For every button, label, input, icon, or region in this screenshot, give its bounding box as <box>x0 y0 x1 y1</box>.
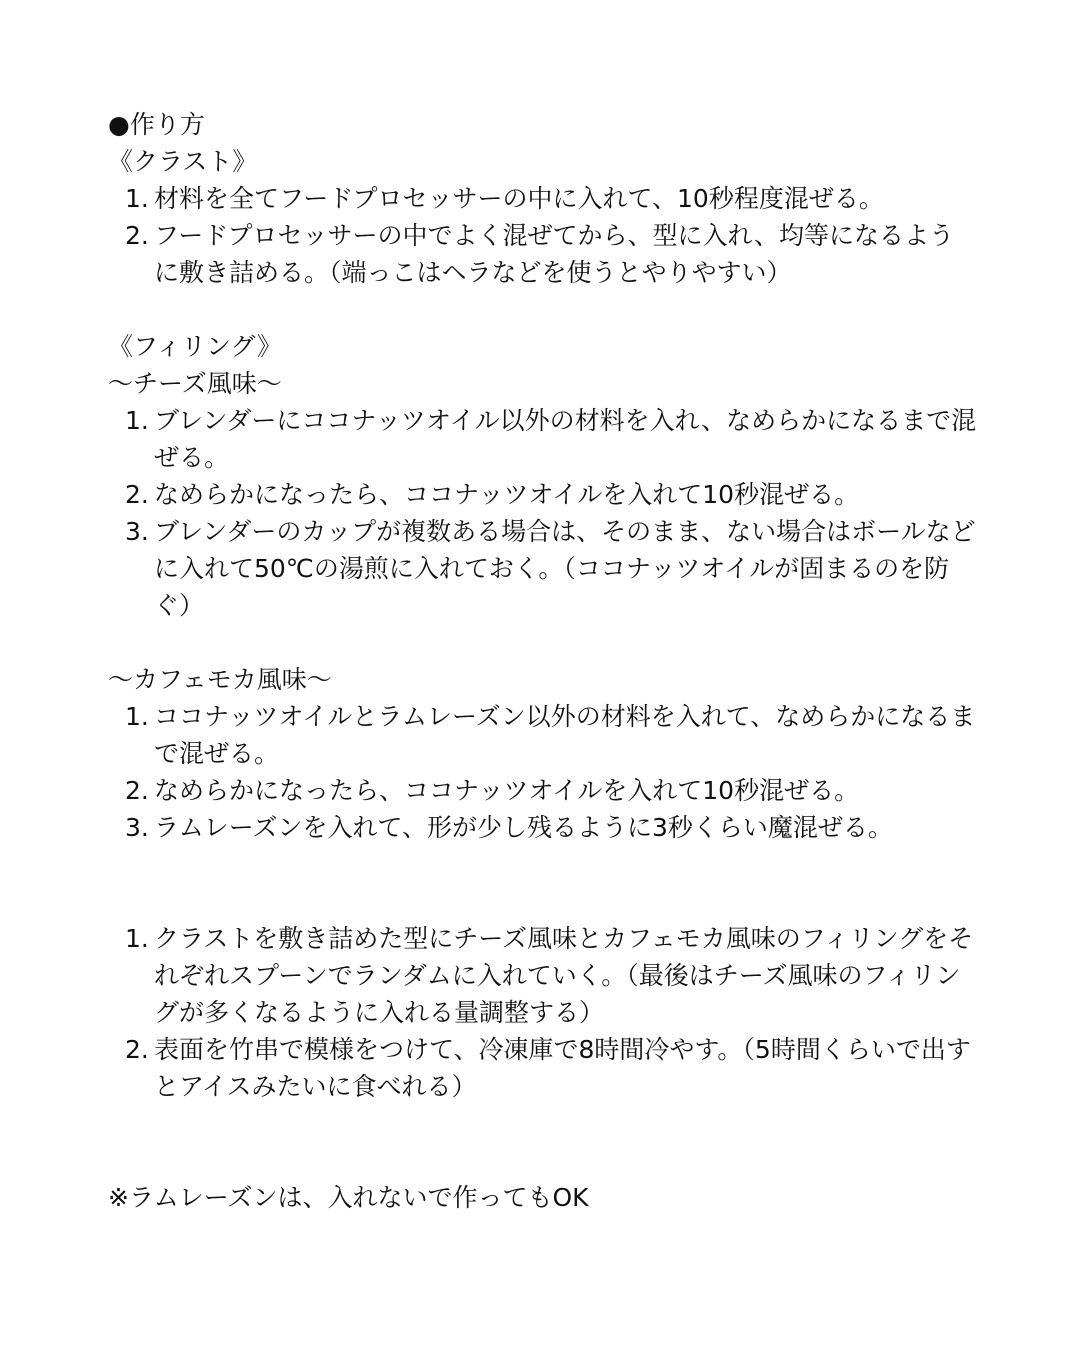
step-text: ブレンダーのカップが複数ある場合は、そのまま、ない場合はボールなどに入れて50℃の湯煎に入れておく。（ココナッツオイルが固まるのを防ぐ） <box>154 517 976 620</box>
step-number: 2. <box>125 776 149 805</box>
list-item <box>108 217 978 291</box>
step-number: 1. <box>125 184 149 213</box>
step-text: ブレンダーにココナッツオイル以外の材料を入れ、なめらかになるまで混ぜる。 <box>154 406 977 472</box>
cafemocha-steps <box>108 698 978 846</box>
spacer <box>108 846 978 920</box>
step-text: クラストを敷き詰めた型にチーズ風味とカフェモカ風味のフィリングをそれぞれスプーンでランダムに入れていく。（最後はチーズ風味のフィリングが多くなるように入れる量調整する） <box>154 924 974 1027</box>
list-item <box>108 513 978 624</box>
list-item <box>108 920 978 1031</box>
list-item <box>108 476 978 513</box>
step-number: 1. <box>125 924 149 953</box>
list-item <box>108 698 978 772</box>
cheese-flavor-title: 〜チーズ風味〜 <box>108 369 282 398</box>
list-item <box>108 772 978 809</box>
step-number: 1. <box>125 406 149 435</box>
step-number: 1. <box>125 702 149 731</box>
crust-steps <box>108 180 978 291</box>
step-text: フードプロセッサーの中でよく混ぜてから、型に入れ、均等になるように敷き詰める。（端っこはヘラなどを使うとやりやすい） <box>154 221 955 287</box>
step-text: 材料を全てフードプロセッサーの中に入れて、10秒程度混ぜる。 <box>154 184 884 213</box>
step-number: 2. <box>125 480 149 509</box>
method-heading: ●作り方 <box>108 110 205 139</box>
crust-title: 《クラスト》 <box>108 147 258 176</box>
step-number: 3. <box>125 813 149 842</box>
list-item <box>108 180 978 217</box>
note-text: ※ラムレーズンは、入れないで作ってもOK <box>108 1183 589 1212</box>
list-item <box>108 402 978 476</box>
list-item <box>108 809 978 846</box>
final-steps <box>108 920 978 1105</box>
list-item <box>108 1031 978 1105</box>
step-number: 2. <box>125 221 149 250</box>
cheese-steps <box>108 402 978 624</box>
step-number: 2. <box>125 1035 149 1064</box>
spacer <box>108 291 978 328</box>
step-text: ココナッツオイルとラムレーズン以外の材料を入れて、なめらかになるまで混ぜる。 <box>154 702 976 768</box>
spacer <box>108 624 978 661</box>
step-text: なめらかになったら、ココナッツオイルを入れて10秒混ぜる。 <box>154 776 860 805</box>
filling-title: 《フィリング》 <box>108 332 282 361</box>
step-text: 表面を竹串で模様をつけて、冷凍庫で8時間冷やす。（5時間くらいで出すとアイスみたいに食べれる） <box>154 1035 971 1101</box>
spacer <box>108 1105 978 1179</box>
step-number: 3. <box>125 517 149 546</box>
step-text: ラムレーズンを入れて、形が少し残るように3秒くらい魔混ぜる。 <box>154 813 893 842</box>
step-text: なめらかになったら、ココナッツオイルを入れて10秒混ぜる。 <box>154 480 860 509</box>
cafemocha-flavor-title: 〜カフェモカ風味〜 <box>108 665 332 694</box>
recipe-document <box>108 106 978 1216</box>
